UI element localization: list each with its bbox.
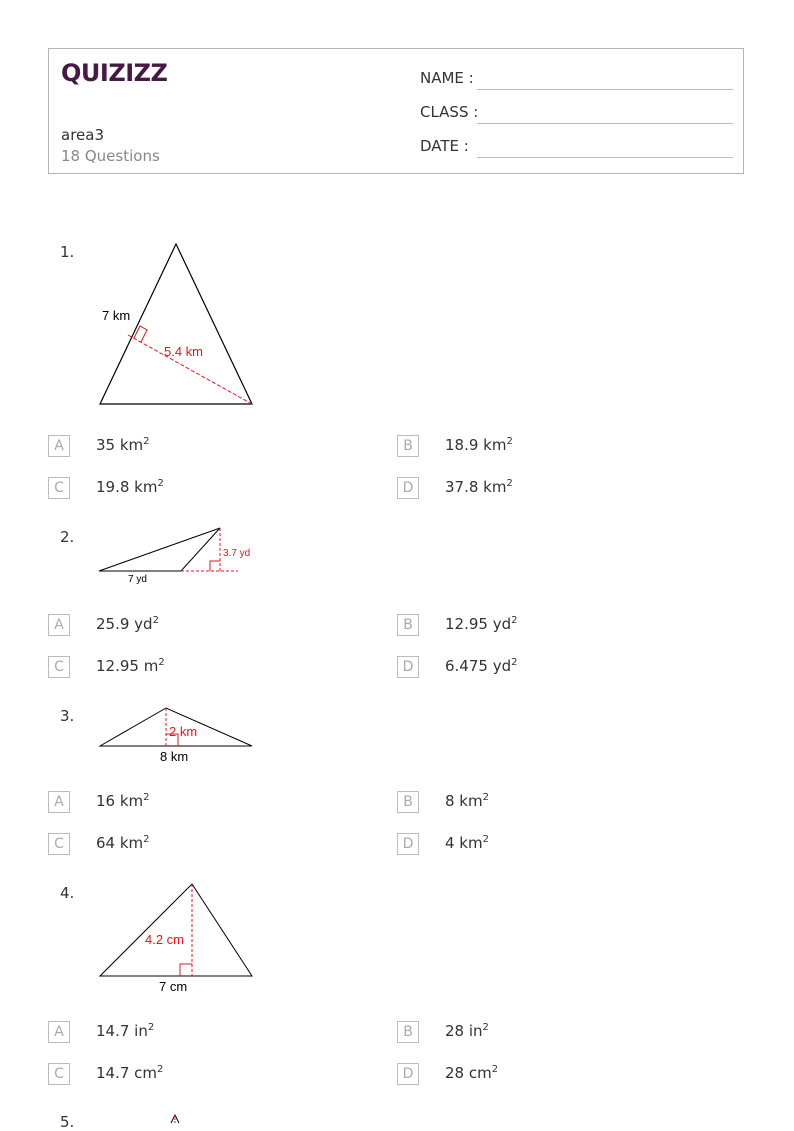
worksheet-header xyxy=(48,48,744,174)
triangle-figure-1 xyxy=(96,240,256,410)
option-badge[interactable]: D xyxy=(397,477,419,499)
question-count: 18 Questions xyxy=(61,147,160,165)
option-badge[interactable]: D xyxy=(397,656,419,678)
option-text: 18.9 $km^2$ xyxy=(445,436,513,454)
option-text: 25.9 $yd^2$ xyxy=(96,615,159,633)
option-badge[interactable]: B xyxy=(397,435,419,457)
option-text: 19.8 $km^2$ xyxy=(96,478,164,496)
option-badge[interactable]: C xyxy=(48,833,70,855)
class-label: CLASS : xyxy=(420,103,479,121)
question-number: 5. xyxy=(60,1113,75,1131)
date-line[interactable] xyxy=(477,157,733,158)
option-badge[interactable]: D xyxy=(397,833,419,855)
side-label: 7 km xyxy=(102,308,131,323)
option-badge[interactable]: C xyxy=(48,477,70,499)
date-label: DATE : xyxy=(420,137,469,155)
height-label: 5.4 km xyxy=(164,344,204,359)
class-line[interactable] xyxy=(477,123,733,124)
option-badge[interactable]: B xyxy=(397,791,419,813)
option-text: 12.95 $yd^2$ xyxy=(445,615,518,633)
name-line[interactable] xyxy=(477,89,733,90)
option-text: 35 $km^2$ xyxy=(96,436,150,454)
question-number: 3. xyxy=(60,707,75,725)
option-text: 14.7 $in^2$ xyxy=(96,1022,155,1040)
question-number: 2. xyxy=(60,528,75,546)
option-text: 8 $km^2$ xyxy=(445,792,489,810)
option-text: 64 $km^2$ xyxy=(96,834,150,852)
option-badge[interactable]: A xyxy=(48,614,70,636)
worksheet-title: area3 xyxy=(61,126,104,144)
option-badge[interactable]: A xyxy=(48,435,70,457)
question-number: 1. xyxy=(60,243,75,261)
option-text: 37.8 $km^2$ xyxy=(445,478,513,496)
option-badge[interactable]: D xyxy=(397,1063,419,1085)
option-badge[interactable]: A xyxy=(48,1021,70,1043)
base-label: 7 yd xyxy=(128,574,147,585)
base-label: 7 cm xyxy=(159,979,188,994)
option-text: 12.95 $m^2$ xyxy=(96,657,165,675)
option-text: 28 $cm^2$ xyxy=(445,1064,499,1082)
option-badge[interactable]: C xyxy=(48,656,70,678)
option-badge[interactable]: B xyxy=(397,614,419,636)
triangle-figure-5-partial xyxy=(168,1114,184,1123)
option-badge[interactable]: B xyxy=(397,1021,419,1043)
option-text: 14.7 $cm^2$ xyxy=(96,1064,164,1082)
height-label: 4.2 cm xyxy=(145,932,185,947)
triangle-figure-4 xyxy=(96,880,256,996)
option-text: 6.475 $yd^2$ xyxy=(445,657,518,675)
question-number: 4. xyxy=(60,884,75,902)
base-label: 8 km xyxy=(160,749,189,764)
height-label: 3.7 yd xyxy=(223,548,251,559)
triangle-figure-3 xyxy=(96,704,256,766)
height-label: 2 km xyxy=(169,724,198,739)
triangle-figure-2 xyxy=(96,524,266,588)
quizizz-logo: QUIZIZZ xyxy=(61,59,168,87)
name-label: NAME : xyxy=(420,69,474,87)
option-badge[interactable]: A xyxy=(48,791,70,813)
option-text: 28 $in^2$ xyxy=(445,1022,489,1040)
option-text: 4 $km^2$ xyxy=(445,834,489,852)
option-text: 16 $km^2$ xyxy=(96,792,150,810)
option-badge[interactable]: C xyxy=(48,1063,70,1085)
